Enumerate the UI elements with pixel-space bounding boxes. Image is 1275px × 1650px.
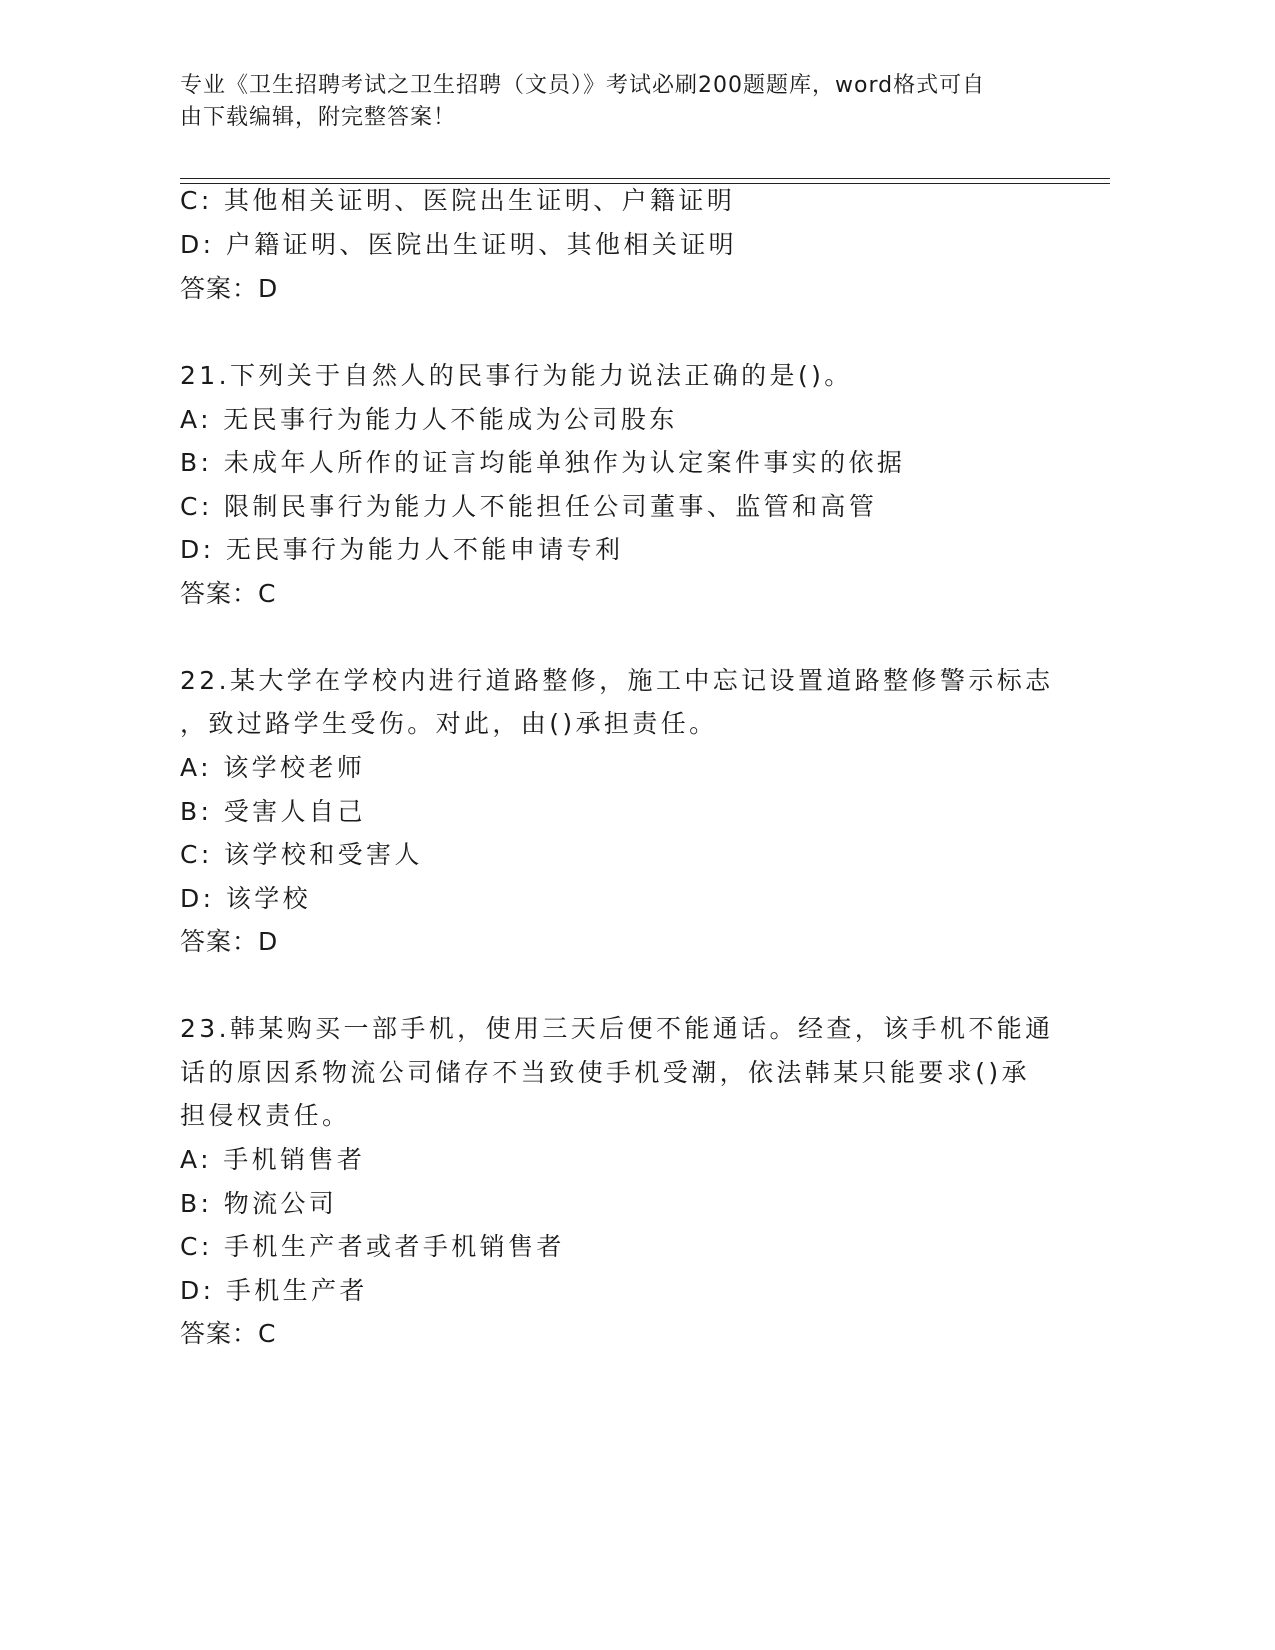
option-b: B: 物流公司 <box>180 1189 338 1218</box>
option-b: B: 受害人自己 <box>180 797 366 826</box>
question-stem-line-1: 22.某大学在学校内进行道路整修，施工中忘记设置道路整修警示标志 <box>180 666 1054 695</box>
option-d: D: 手机生产者 <box>180 1276 368 1305</box>
answer-label: 答案：D <box>180 274 279 303</box>
option-a: A: 该学校老师 <box>180 753 366 782</box>
option-c: C: 该学校和受害人 <box>180 840 423 869</box>
document-header <box>180 70 1040 134</box>
option-a: A: 无民事行为能力人不能成为公司股东 <box>180 405 678 434</box>
header-line-2: 由下载编辑，附完整答案！ <box>180 105 457 130</box>
option-c: C: 限制民事行为能力人不能担任公司董事、监管和高管 <box>180 492 878 521</box>
option-c: C: 其他相关证明、医院出生证明、户籍证明 <box>180 186 736 215</box>
answer-label: 答案：C <box>180 579 277 608</box>
option-d: D: 该学校 <box>180 884 312 913</box>
option-c: C: 手机生产者或者手机销售者 <box>180 1232 565 1261</box>
question-stem-line-2: ，致过路学生受伤。对此，由()承担责任。 <box>180 709 718 738</box>
question-stem: 21.下列关于自然人的民事行为能力说法正确的是()。 <box>180 361 853 390</box>
question-stem-line-1: 23.韩某购买一部手机，使用三天后便不能通话。经查，该手机不能通 <box>180 1014 1054 1043</box>
header-rule-top <box>180 178 1110 179</box>
option-d: D: 无民事行为能力人不能申请专利 <box>180 535 624 564</box>
option-b: B: 未成年人所作的证言均能单独作为认定案件事实的依据 <box>180 448 906 477</box>
question-stem-line-3: 担侵权责任。 <box>180 1101 351 1130</box>
option-a: A: 手机销售者 <box>180 1145 366 1174</box>
question-stem-line-2: 话的原因系物流公司储存不当致使手机受潮，依法韩某只能要求()承 <box>180 1058 1030 1087</box>
answer-label: 答案：C <box>180 1319 277 1348</box>
answer-label: 答案：D <box>180 927 279 956</box>
header-line-1: 专业《卫生招聘考试之卫生招聘（文员）》考试必刷200题题库，word格式可自 <box>180 73 986 98</box>
option-d: D: 户籍证明、医院出生证明、其他相关证明 <box>180 230 738 259</box>
